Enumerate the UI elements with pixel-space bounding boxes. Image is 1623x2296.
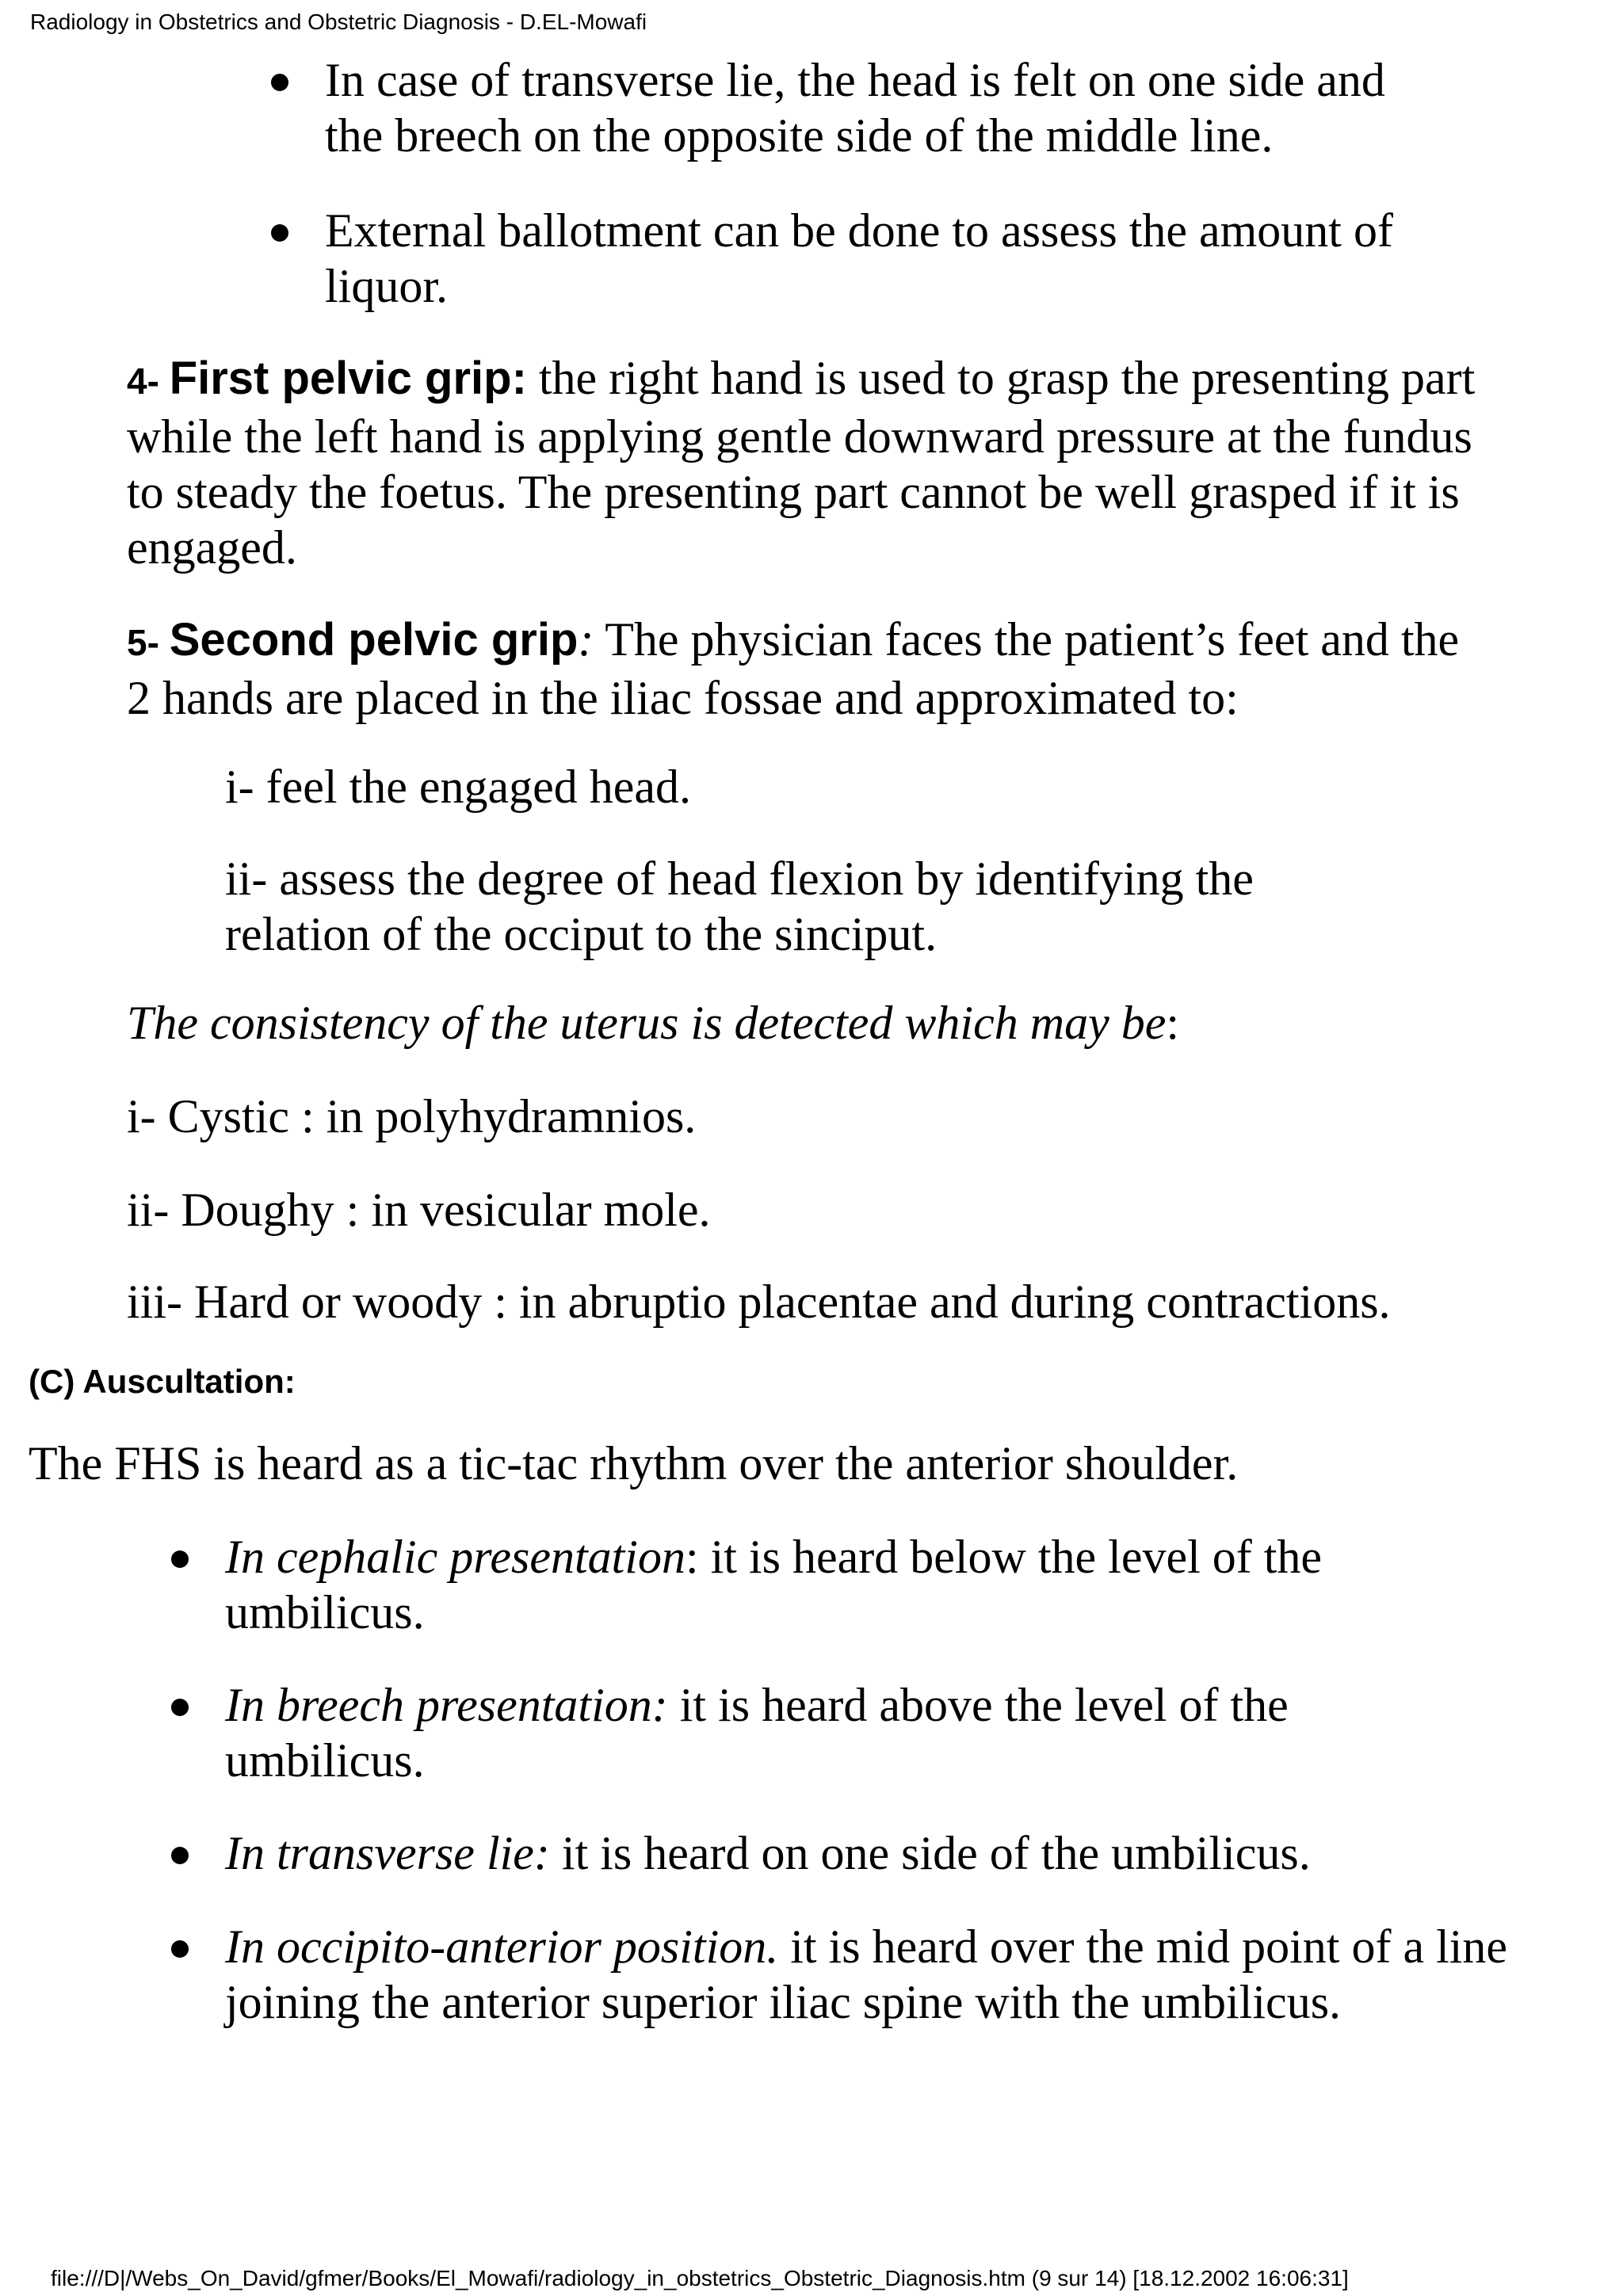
bullet-icon: [271, 224, 288, 242]
auscultation-bullet: [225, 1677, 1493, 1788]
auscultation-bullet: [225, 1529, 1493, 1640]
consistency-intro: [127, 995, 1490, 1051]
auscultation-bullet: [225, 1919, 1509, 2030]
consistency-item: ii- Doughy : in vesicular mole.: [127, 1184, 711, 1236]
consistency-intro-colon: :: [1166, 997, 1179, 1049]
page-footer-url: file:///D|/Webs_On_David/gfmer/Books/El_Mowafi/radiology_in_obstetrics_Obstetric_Diagnosis.htm (9 sur 14) [18.12.2002 16:06:31]: [51, 2266, 1349, 2290]
page-header: Radiology in Obstetrics and Obstetric Diagnosis - D.EL-Mowafi: [30, 10, 647, 34]
auscultation-intro: The FHS is heard as a tic-tac rhythm over the anterior shoulder.: [29, 1437, 1239, 1489]
bullet-text: it is heard above the level of the umbilicus.: [225, 1679, 1289, 1787]
grip5-text: The physician faces the patient’s feet and the 2 hands are placed in the iliac fossae and approximated to:: [127, 613, 1460, 724]
grip5-item: ii- assess the degree of head flexion by identifying the relation of the occiput to the sinciput.: [225, 852, 1254, 960]
bullet-icon: [171, 1847, 189, 1864]
grip4-number: 4-: [127, 360, 170, 402]
bullet-text: In case of transverse lie, the head is felt on one side and the breech on the opposite side of the middle line.: [325, 54, 1385, 162]
consistency-item: iii- Hard or woody : in abruptio placentae and during contractions.: [127, 1276, 1391, 1328]
grip4-text: the right hand is used to grasp the presenting part while the left hand is applying gentle downward pressure at the fundus to steady the foetus. The presenting part cannot be well grasped if it is engaged.: [127, 352, 1476, 574]
section-heading: (C) Auscultation:: [29, 1363, 296, 1400]
grip4-paragraph: [127, 350, 1490, 575]
grip5-title: Second pelvic grip: [169, 614, 579, 666]
bullet-icon: [171, 1699, 189, 1716]
bullet-icon: [171, 1550, 189, 1568]
bullet-label: In transverse lie:: [225, 1827, 550, 1879]
bullet-icon: [171, 1940, 189, 1958]
consistency-intro-italic: The consistency of the uterus is detected which may be: [127, 997, 1167, 1049]
consistency-item: i- Cystic : in polyhydramnios.: [127, 1090, 697, 1142]
grip4-title: First pelvic grip:: [169, 353, 527, 404]
bullet-text: it is heard over the mid point of a line joining the anterior superior iliac spine with the umbilicus.: [225, 1920, 1508, 2028]
bullet-text: : it is heard below the level of the umbilicus.: [225, 1531, 1323, 1638]
bullet-label: In breech presentation:: [225, 1679, 668, 1731]
grip5-colon: :: [578, 613, 594, 666]
bullet-icon: [271, 74, 288, 91]
bullet-label: In cephalic presentation: [225, 1531, 685, 1583]
grip5-paragraph: [127, 612, 1490, 726]
auscultation-bullet: [225, 1825, 1604, 1881]
bullet-text: External ballotment can be done to assess the amount of liquor.: [325, 204, 1393, 312]
bullet-label: In occipito-anterior position.: [225, 1920, 779, 1973]
grip5-item: i- feel the engaged head.: [225, 761, 692, 813]
grip5-number: 5-: [127, 622, 170, 663]
bullet-text: it is heard on one side of the umbilicus.: [549, 1827, 1311, 1879]
